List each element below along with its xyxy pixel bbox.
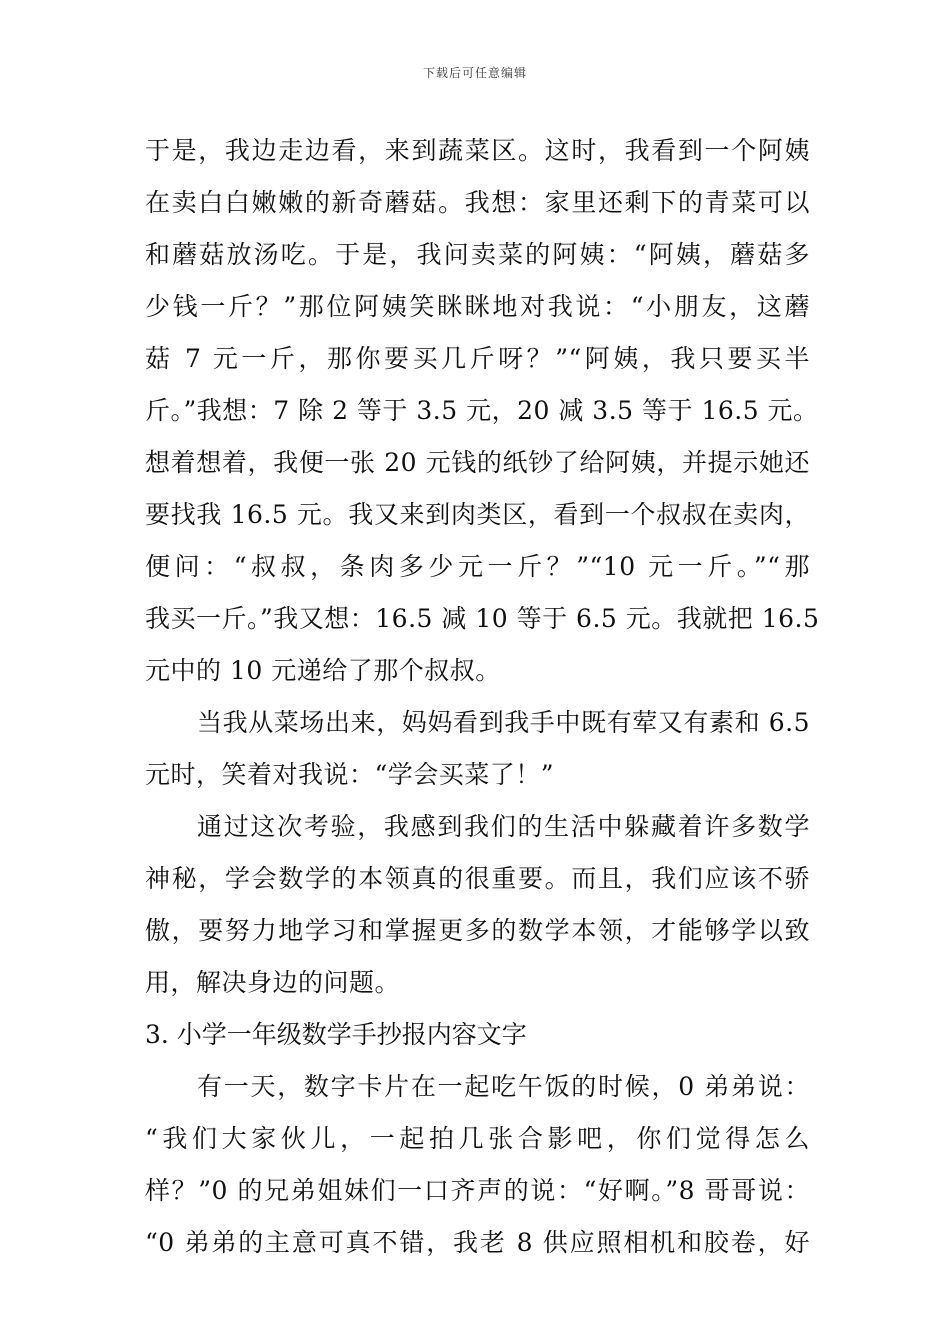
paragraph-shopping-story xyxy=(145,125,820,697)
text-line: 元时，笑着对我说：“学会买菜了！” xyxy=(145,760,555,789)
text-line: 要找我 16.5 元。我又来到肉类区，看到一个叔叔在卖肉， xyxy=(145,500,810,529)
text-line: 通过这次考验，我感到我们的生活中躲藏着许多数学 xyxy=(197,812,810,841)
text-line: 神秘，学会数学的本领真的很重要。而且，我们应该不骄 xyxy=(145,864,810,893)
text-line: 少钱一斤？”那位阿姨笑眯眯地对我说：“小朋友，这蘑 xyxy=(145,292,810,321)
text-line: 样？”0 的兄弟姐妹们一口齐声的说：“好啊。”8 哥哥说： xyxy=(145,1176,810,1205)
document-body xyxy=(145,125,820,1269)
text-line: 和蘑菇放汤吃。于是，我问卖菜的阿姨：“阿姨，蘑菇多 xyxy=(145,240,810,269)
text-line: “0 弟弟的主意可真不错，我老 8 供应照相机和胶卷，好 xyxy=(145,1228,810,1257)
page-header-note: 下载后可任意编辑 xyxy=(422,66,527,80)
text-line: 当我从菜场出来，妈妈看到我手中既有荤又有素和 6.5 xyxy=(197,708,810,737)
text-line: 元中的 10 元递给了那个叔叔。 xyxy=(145,656,501,685)
text-line: 在卖白白嫩嫩的新奇蘑菇。我想：家里还剩下的青菜可以 xyxy=(145,188,810,217)
text-line: 傲，要努力地学习和掌握更多的数学本领，才能够学以致 xyxy=(145,916,810,945)
text-line: 斤。”我想：7 除 2 等于 3.5 元，20 减 3.5 等于 16.5 元。 xyxy=(145,396,819,425)
paragraph-number-cards xyxy=(145,1061,810,1269)
text-line: 菇 7 元一斤，那你要买几斤呀？”“阿姨，我只要买半 xyxy=(145,344,810,373)
text-line: 想着想着，我便一张 20 元钱的纸钞了给阿姨，并提示她还 xyxy=(145,448,810,477)
text-line: 便问：“叔叔，条肉多少元一斤？”“10 元一斤。”“那 xyxy=(145,552,810,581)
paragraph-market-exit xyxy=(145,697,810,801)
text-line: “我们大家伙儿，一起拍几张合影吧，你们觉得怎么 xyxy=(145,1124,810,1153)
text-line: 我买一斤。”我又想：16.5 减 10 等于 6.5 元。我就把 16.5 xyxy=(145,604,820,633)
text-line: 于是，我边走边看，来到蔬菜区。这时，我看到一个阿姨 xyxy=(145,136,810,165)
text-line: 有一天，数字卡片在一起吃午饭的时候，0 弟弟说： xyxy=(197,1072,810,1101)
paragraph-reflection xyxy=(145,801,810,1009)
text-line: 用，解决身边的问题。 xyxy=(145,968,401,997)
section-heading: 3. 小学一年级数学手抄报内容文字 xyxy=(145,1020,527,1049)
